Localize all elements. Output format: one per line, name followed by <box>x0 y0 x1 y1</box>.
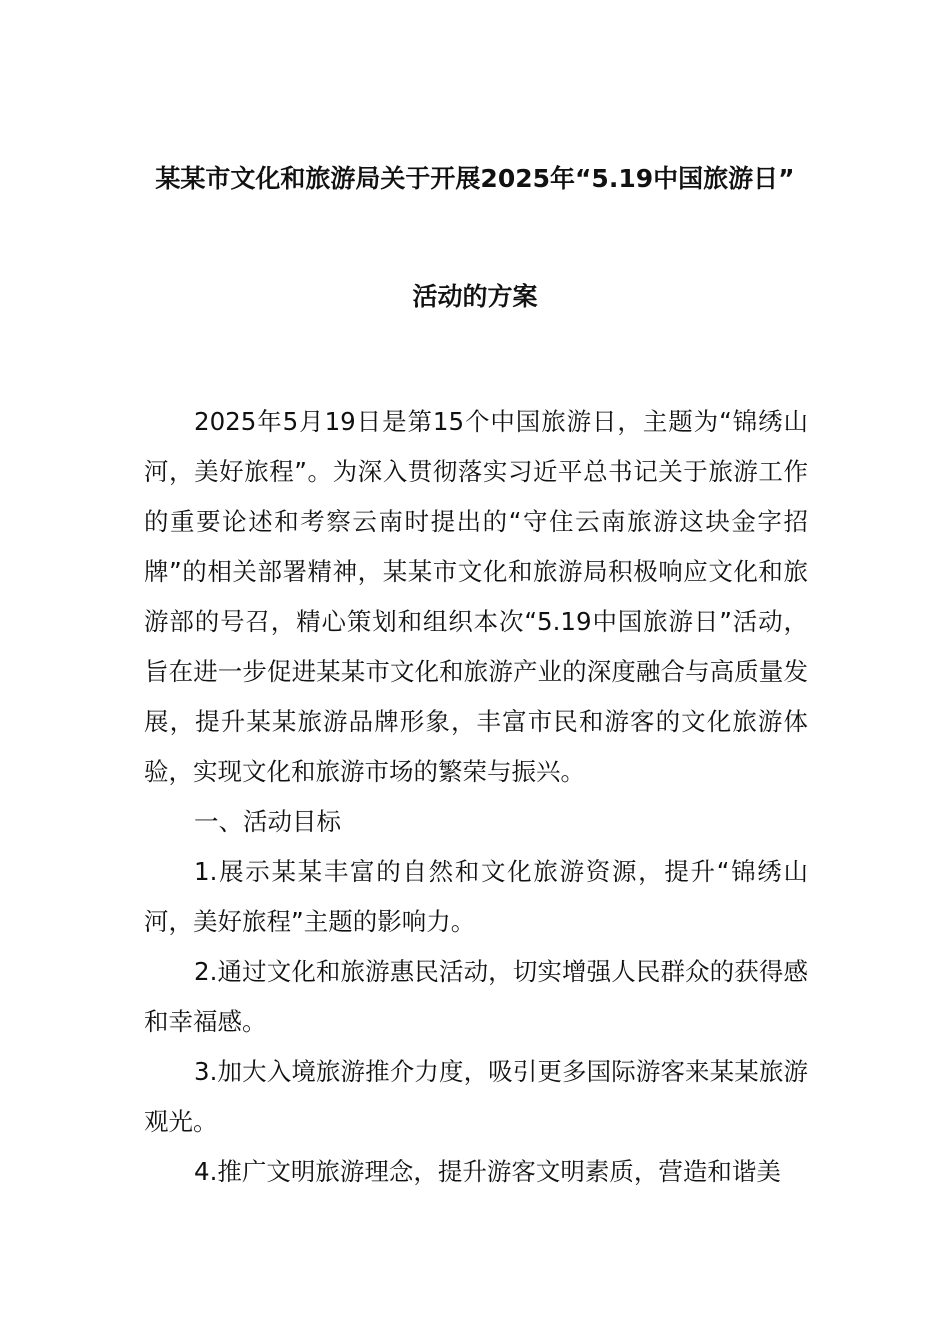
goal-item-3: 3.加大入境旅游推介力度，吸引更多国际游客来某某旅游观光。 <box>144 1057 808 1136</box>
section-heading-goals: 一、活动目标 <box>194 807 341 836</box>
goal-item-1: 1.展示某某丰富的自然和文化旅游资源，提升“锦绣山河，美好旅程”主题的影响力。 <box>144 857 808 936</box>
goal-item-2: 2.通过文化和旅游惠民活动，切实增强人民群众的获得感和幸福感。 <box>144 957 808 1036</box>
intro-paragraph: 2025年5月19日是第15个中国旅游日，主题为“锦绣山河，美好旅程”。为深入贯彻落实习近平总书记关于旅游工作的重要论述和考察云南时提出的“守住云南旅游这块金字招牌”的相关部署精神，某某市文化和旅游局积极响应文化和旅游部的号召，精心策划和组织本次“5.19中国旅游日”活动，旨在进一步促进某某市文化和旅游产业的深度融合与高质量发展，提升某某旅游品牌形象，丰富市民和游客的文化旅游体验，实现文化和旅游市场的繁荣与振兴。 <box>144 407 808 786</box>
document-body <box>144 397 808 1197</box>
document-title-line-1: 某某市文化和旅游局关于开展2025年“5.19中国旅游日” <box>155 164 795 193</box>
goal-item-4: 4.推广文明旅游理念，提升游客文明素质，营造和谐美 <box>194 1157 781 1186</box>
document-title-line-2: 活动的方案 <box>412 282 538 311</box>
